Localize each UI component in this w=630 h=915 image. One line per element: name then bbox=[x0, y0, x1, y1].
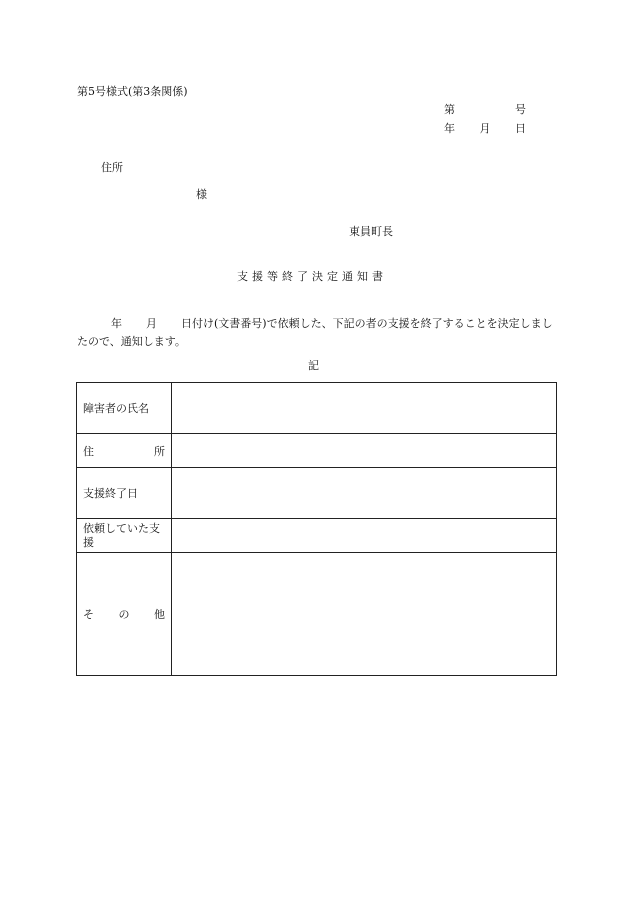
address-label-char-1: 住 bbox=[83, 444, 94, 458]
ki-heading: 記 bbox=[308, 359, 319, 372]
recipient-address-label: 住所 bbox=[101, 161, 123, 174]
other-label-char-2: の bbox=[118, 608, 130, 621]
document-title: 支援等終了決定通知書 bbox=[237, 270, 387, 283]
requested-support-label bbox=[77, 519, 172, 553]
body-year: 年 bbox=[111, 317, 122, 330]
name-field bbox=[172, 383, 557, 434]
recipient-honorific: 様 bbox=[196, 188, 207, 201]
document-number-line bbox=[444, 103, 526, 117]
body-paragraph bbox=[77, 315, 557, 351]
other-label-char-1: そ bbox=[83, 608, 94, 621]
date-month: 月 bbox=[479, 122, 491, 135]
address-label-char-2: 所 bbox=[154, 444, 165, 458]
other-label-char-3: 他 bbox=[154, 608, 165, 621]
table-row bbox=[77, 553, 557, 676]
requested-support-field bbox=[172, 519, 557, 553]
address-field bbox=[172, 434, 557, 468]
end-date-label bbox=[77, 468, 172, 519]
number-suffix: 号 bbox=[515, 103, 526, 116]
date-day: 日 bbox=[515, 122, 526, 135]
address-label bbox=[77, 434, 172, 468]
details-table bbox=[76, 382, 557, 676]
table-row bbox=[77, 383, 557, 434]
end-date-field bbox=[172, 468, 557, 519]
sender-name: 東員町長 bbox=[349, 225, 393, 238]
body-text: 日付け(文書番号)で依頼した、下記の者の支援を終了することを決定しましたので、通知します。 bbox=[77, 317, 553, 348]
document-date-line bbox=[444, 122, 526, 136]
table-row bbox=[77, 468, 557, 519]
table-row bbox=[77, 434, 557, 468]
body-month: 月 bbox=[146, 317, 157, 330]
end-date-label-text: 支援終了日 bbox=[83, 487, 138, 500]
name-label-text: 障害者の氏名 bbox=[83, 402, 149, 415]
other-field bbox=[172, 553, 557, 676]
number-prefix: 第 bbox=[444, 103, 455, 116]
table-row bbox=[77, 519, 557, 553]
date-year: 年 bbox=[444, 122, 455, 135]
requested-support-label-text: 依頼していた支援 bbox=[83, 521, 160, 549]
form-number-label: 第5号様式(第3条関係) bbox=[77, 85, 188, 98]
name-label bbox=[77, 383, 172, 434]
other-label bbox=[77, 553, 172, 676]
